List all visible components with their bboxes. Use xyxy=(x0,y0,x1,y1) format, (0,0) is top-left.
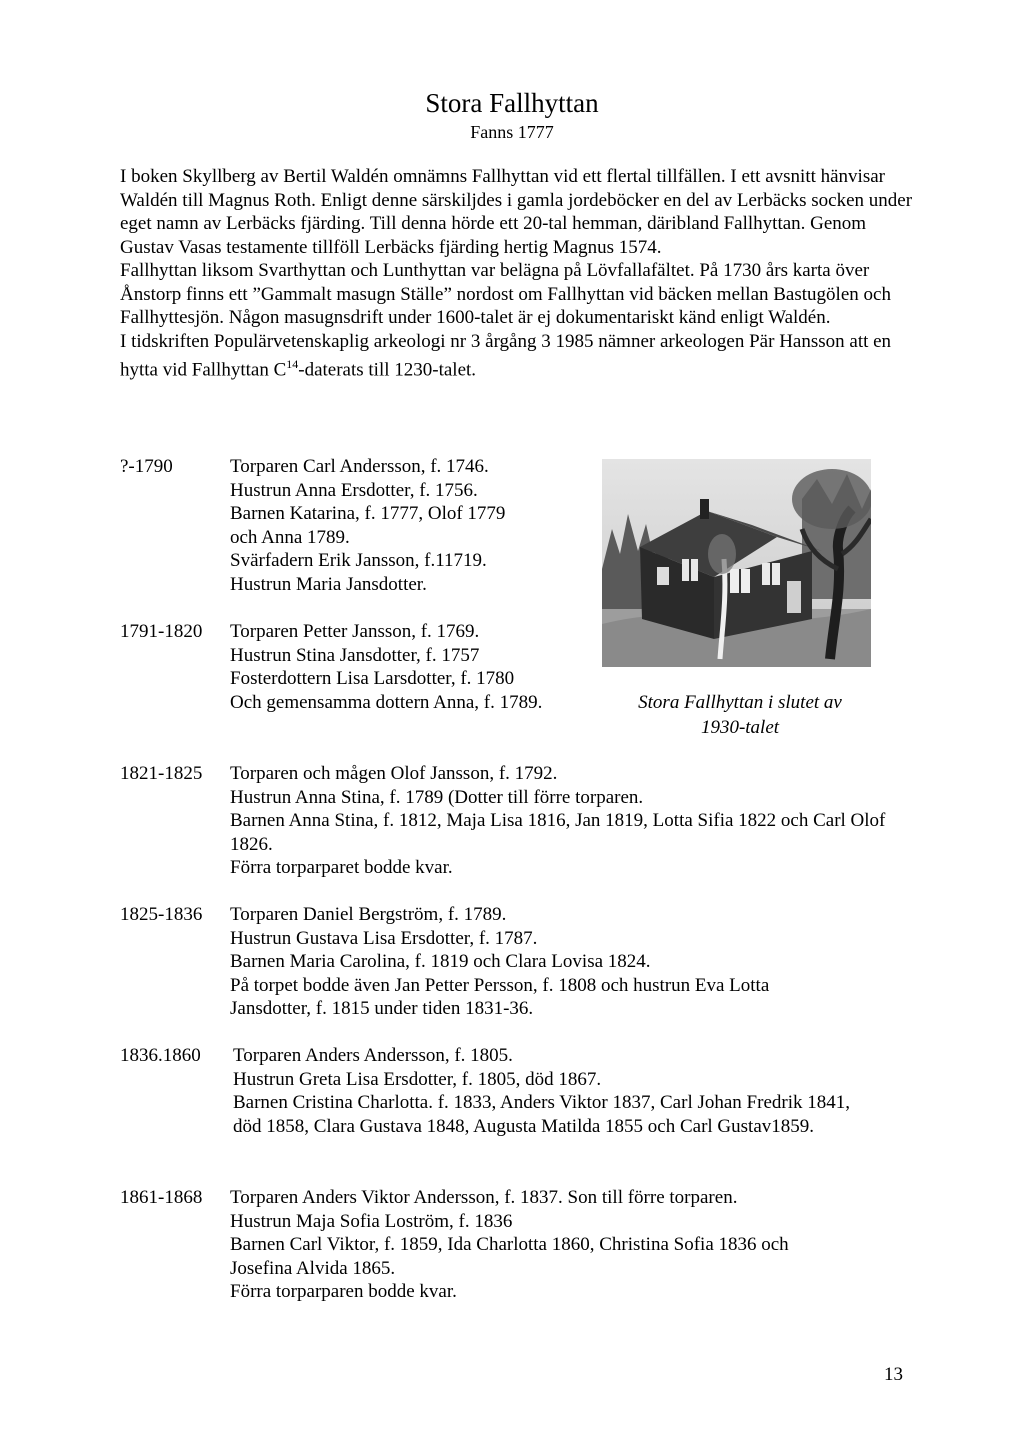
entry-years: 1791-1820 xyxy=(120,621,203,642)
entry-line: Torparen Carl Andersson, f. 1746. xyxy=(230,456,489,477)
house-photo-image xyxy=(602,459,871,667)
entry-line: Förra torparparet bodde kvar. xyxy=(230,857,453,878)
house-photo xyxy=(602,459,871,667)
entry-line: På torpet bodde även Jan Petter Persson, f. 1808 och hustrun Eva Lotta Jansdotter, f. 1815 under tiden 1831-36. xyxy=(230,974,770,1019)
photo-caption xyxy=(600,690,880,740)
entry-line: Barnen Anna Stina, f. 1812, Maja Lisa 1816, Jan 1819, Lotta Sifia 1822 och Carl Olof 1826. xyxy=(230,810,886,855)
intro-text-segment: -daterats till 1230-talet. xyxy=(298,359,477,381)
entry-line: Hustrun Maria Jansdotter. xyxy=(230,573,427,595)
entry-line: Barnen Carl Viktor, f. 1859, Ida Charlotta 1860, Christina Sofia 1836 och Josefina Alvida 1865. xyxy=(230,1234,789,1279)
entry-line: Torparen och mågen Olof Jansson, f. 1792. xyxy=(230,763,558,784)
entry-line: Barnen Cristina Charlotta. f. 1833, Anders Viktor 1837, Carl Johan Fredrik 1841, död 1858, Clara Gustava 1848, Augusta Matilda 1855 och Carl Gustav1859. xyxy=(233,1092,850,1137)
entry-line: Torparen Anders Andersson, f. 1805. xyxy=(233,1045,513,1066)
entry-years: ?-1790 xyxy=(120,456,173,477)
page-number: 13 xyxy=(884,1364,903,1385)
entry-line: Barnen Maria Carolina, f. 1819 och Clara Lovisa 1824. xyxy=(230,951,651,972)
entry-years: 1861-1868 xyxy=(120,1187,203,1208)
entry-line: Barnen Katarina, f. 1777, Olof 1779 xyxy=(230,503,506,524)
caption-line: 1930-talet xyxy=(700,717,780,738)
entry-line: Förra torparparen bodde kvar. xyxy=(230,1281,457,1302)
entry-line: Svärfadern Erik Jansson, f.11719. xyxy=(230,550,487,571)
entry-line: Hustrun Maja Sofia Loström, f. 1836 xyxy=(230,1210,513,1232)
caption-line: Stora Fallhyttan i slutet av xyxy=(638,692,842,713)
entry-line: Torparen Daniel Bergström, f. 1789. xyxy=(230,904,507,925)
entry-years: 1825-1836 xyxy=(120,904,203,925)
intro-paragraph: Fallhyttan liksom Svarthyttan och Lunthyttan var belägna på Lövfallafältet. På 1730 års karta över Ånstorp finns ett ”Gammalt masugn Ställe” nordost om Fallhyttan vid bäcken mellan Bastugölen och Fallhyttesjön. Någon masugnsdrift under 1600-talet är ej dokumentariskt känd enligt Waldén. xyxy=(120,260,891,328)
entry-line: Hustrun Anna Stina, f. 1789 (Dotter till förre torparen. xyxy=(230,786,644,808)
entry-line: och Anna 1789. xyxy=(230,526,350,548)
entry-line: Och gemensamma dottern Anna, f. 1789. xyxy=(230,691,543,713)
page-subtitle: Fanns 1777 xyxy=(470,122,554,142)
intro-paragraph xyxy=(120,330,920,382)
entry-line: Fosterdottern Lisa Larsdotter, f. 1780 xyxy=(230,668,515,689)
intro-paragraph: I boken Skyllberg av Bertil Waldén omnämns Fallhyttan vid ett flertal tillfällen. I ett avsnitt hänvisar Waldén till Magnus Roth. Enligt denne särskiljdes i gamla jordeböcker en del av Lerbäcks socken under eget namn av Lerbäcks fjärding. Till denna hörde ett 20-tal hemman, däribland Fallhyttan. Genom Gustav Vasas testamente tillföll Lerbäcks fjärding hertig Magnus 1574. xyxy=(120,166,913,258)
superscript-14: 14 xyxy=(286,357,299,371)
entry-line: Torparen Anders Viktor Andersson, f. 1837. Son till förre torparen. xyxy=(230,1187,738,1208)
entry-line: Hustrun Gustava Lisa Ersdotter, f. 1787. xyxy=(230,927,538,949)
entry-years: 1821-1825 xyxy=(120,763,203,784)
entry-line: Hustrun Greta Lisa Ersdotter, f. 1805, död 1867. xyxy=(233,1068,602,1090)
page-title: Stora Fallhyttan xyxy=(425,88,599,118)
intro-text-segment: I tidskriften Populärvetenskaplig arkeologi nr 3 årgång 3 1985 nämner arkeologen Pär Hansson att en hytta vid Fallhyttan C xyxy=(120,330,892,381)
entry-years: 1836.1860 xyxy=(120,1045,201,1066)
entry-line: Hustrun Stina Jansdotter, f. 1757 xyxy=(230,644,480,666)
entry-line: Torparen Petter Jansson, f. 1769. xyxy=(230,621,480,642)
intro-text xyxy=(120,165,920,382)
entry-line: Hustrun Anna Ersdotter, f. 1756. xyxy=(230,479,478,501)
